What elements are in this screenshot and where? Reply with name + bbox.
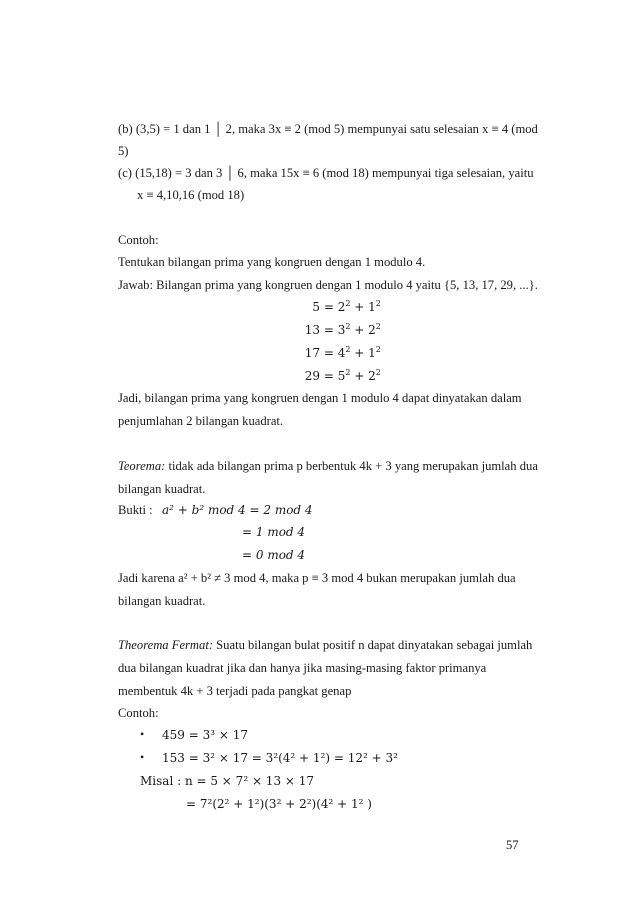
fermat-contoh-heading: Contoh: [118,706,159,720]
bullet-2: 153 = 3² × 17 = 3²(4² + 1²) = 12² + 3² [162,751,398,765]
part-b-line-1: (b) (3,5) = 1 dan 1 │ 2, maka 3x ≡ 2 (mod 5) mempunyai satu selesaian x ≡ 4 (mod [118,122,538,136]
conclusion-line-1: Jadi, bilangan prima yang kongruen dengan 1 modulo 4 dapat dinyatakan dalam [118,391,522,405]
contoh-answer: Jawab: Bilangan prima yang kongruen dengan 1 modulo 4 yaitu {5, 13, 17, 29, ...}. [118,278,538,292]
fermat-line-1: Theorema Fermat: Suatu bilangan bulat positif n dapat dinyatakan sebagai jumlah [118,638,533,652]
jadi-line-2: bilangan kuadrat. [118,594,206,608]
equation-17: $17 = 4^2 + 1^2$ [304,345,381,360]
bullet-dot-icon: • [140,727,145,741]
misal-line-1: Misal : n = 5 × 7² × 13 × 17 [140,774,315,788]
contoh-heading: Contoh: [118,233,159,247]
misal-line-2: = 7²(2² + 1²)(3² + 2²)(4² + 1² ) [186,797,372,811]
contoh-question: Tentukan bilangan prima yang kongruen dengan 1 modulo 4. [118,255,426,269]
part-c-line-2: x ≡ 4,10,16 (mod 18) [137,188,245,202]
bukti-label: Bukti : [118,503,153,517]
fermat-line-3: membentuk 4k + 3 terjadi pada pangkat genap [118,684,352,698]
teorema-line-1: Teorema: tidak ada bilangan prima p berbentuk 4k + 3 yang merupakan jumlah dua [118,459,538,473]
equation-5: $5 = 2^2 + 1^2$ [312,299,381,314]
bukti-line-1: a² + b² mod 4 = 2 mod 4 [162,503,313,517]
bullet-1: 459 = 3³ × 17 [162,728,248,742]
conclusion-line-2: penjumlahan 2 bilangan kuadrat. [118,414,284,428]
teorema-label: Teorema: [118,459,166,473]
teorema-line-2: bilangan kuadrat. [118,482,206,496]
fermat-label: Theorema Fermat: [118,638,214,652]
bullet-dot-icon: • [140,750,145,764]
page-number: 57 [506,838,519,852]
equation-13: $13 = 3^2 + 2^2$ [304,322,381,337]
part-c-line-1: (c) (15,18) = 3 dan 3 │ 6, maka 15x ≡ 6 (mod 18) mempunyai tiga selesaian, yaitu [118,166,534,180]
jadi-line-1: Jadi karena a² + b² ≠ 3 mod 4, maka p ≡ 3 mod 4 bukan merupakan jumlah dua [118,571,516,585]
bukti-line-3: = 0 mod 4 [242,548,306,562]
fermat-line-2: dua bilangan kuadrat jika dan hanya jika masing-masing faktor primanya [118,661,487,675]
bukti-line-2: = 1 mod 4 [242,525,306,539]
equation-29: $29 = 5^2 + 2^2$ [304,368,381,383]
part-b-line-2: 5) [118,144,129,158]
